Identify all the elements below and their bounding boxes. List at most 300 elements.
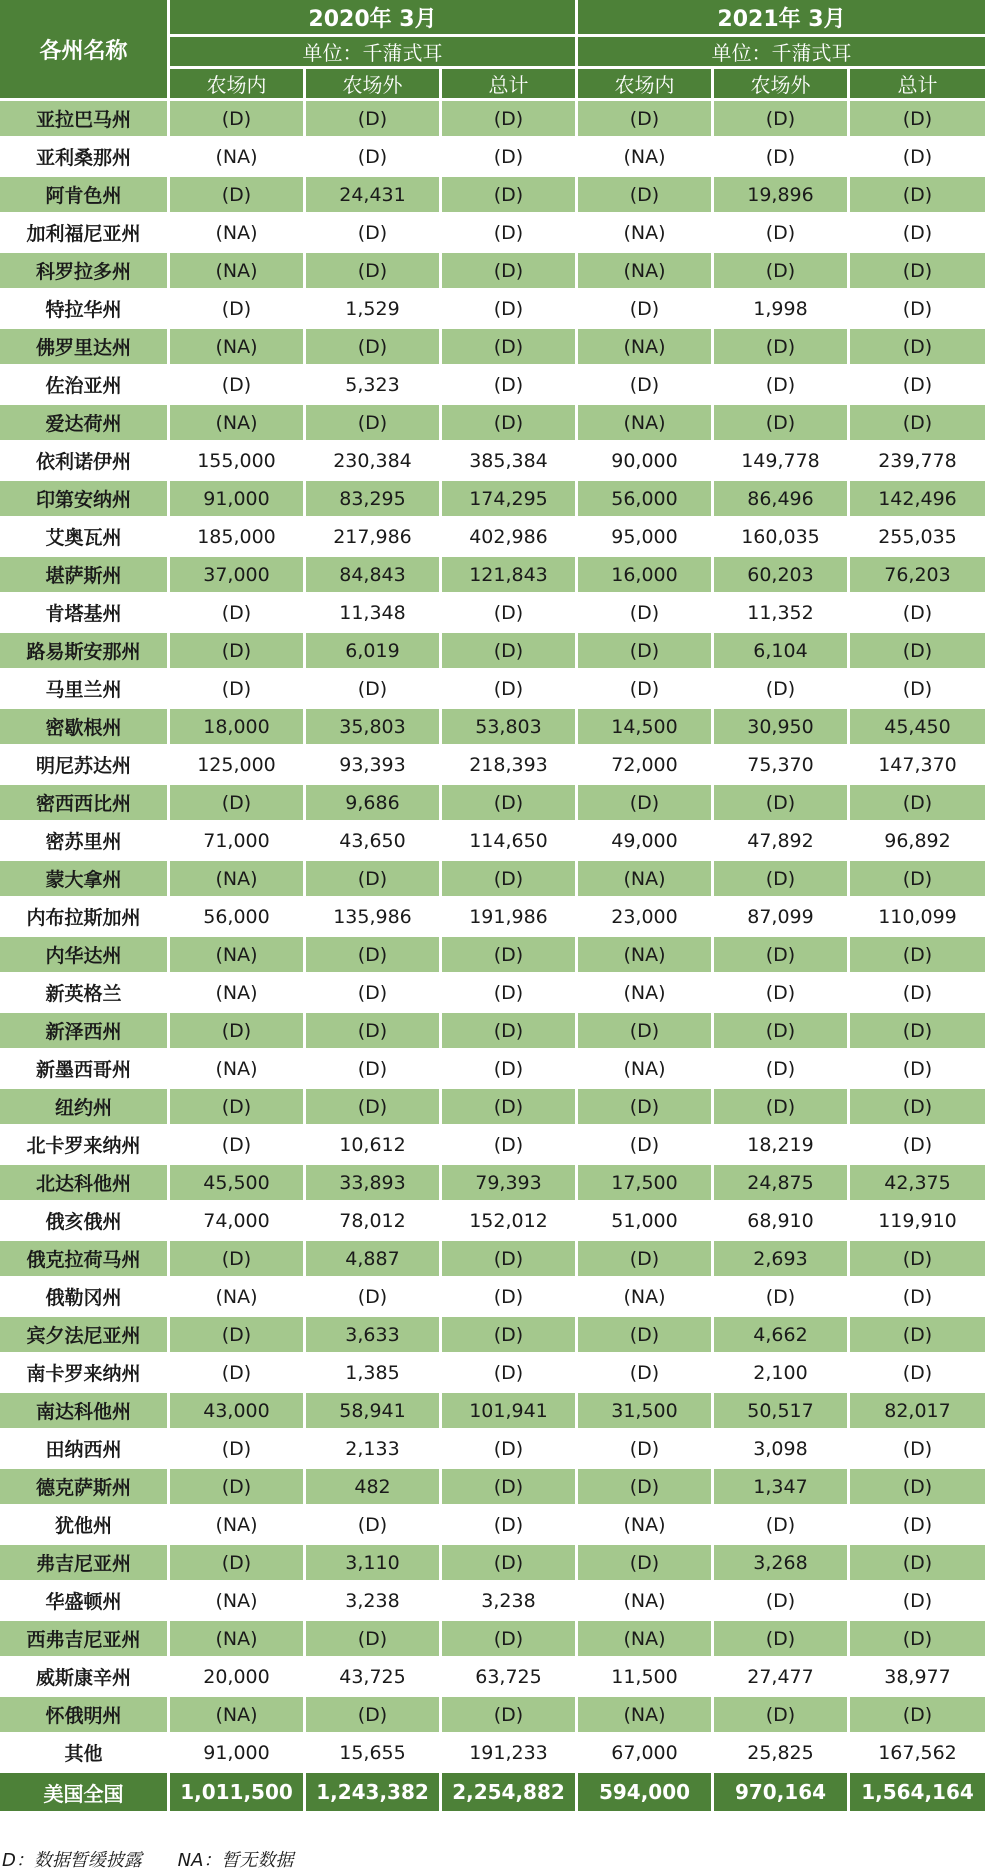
value-cell: (NA) <box>170 329 306 367</box>
value-cell: 68,910 <box>714 1203 850 1241</box>
table-row <box>0 291 988 329</box>
value-cell: (D) <box>170 1127 306 1165</box>
value-cell: 11,348 <box>306 595 442 633</box>
value-cell: (D) <box>306 861 442 899</box>
value-cell: 9,686 <box>306 785 442 823</box>
value-cell: 74,000 <box>170 1203 306 1241</box>
value-cell: (D) <box>306 937 442 975</box>
value-cell: 27,477 <box>714 1659 850 1697</box>
value-cell: 45,500 <box>170 1165 306 1203</box>
value-cell: 18,219 <box>714 1127 850 1165</box>
value-cell: 86,496 <box>714 481 850 519</box>
value-cell: 71,000 <box>170 823 306 861</box>
value-cell: (NA) <box>578 1621 714 1659</box>
value-cell: (D) <box>170 101 306 139</box>
value-cell: 95,000 <box>578 519 714 557</box>
value-cell: (D) <box>306 1621 442 1659</box>
table-row <box>0 633 988 671</box>
value-cell: (D) <box>578 1355 714 1393</box>
value-cell: (D) <box>850 785 988 823</box>
value-cell: 3,238 <box>306 1583 442 1621</box>
value-cell: (NA) <box>578 215 714 253</box>
state-name-cell: 佛罗里达州 <box>0 329 170 367</box>
value-cell: (D) <box>442 1051 578 1089</box>
year-header-2021: 2021年 3月 <box>578 0 988 37</box>
table-row <box>0 1279 988 1317</box>
value-cell: 14,500 <box>578 709 714 747</box>
table-row <box>0 1203 988 1241</box>
value-cell: 6,104 <box>714 633 850 671</box>
value-cell: (D) <box>850 253 988 291</box>
table-row <box>0 709 988 747</box>
value-cell: 82,017 <box>850 1393 988 1431</box>
value-cell: (D) <box>850 215 988 253</box>
value-cell: 11,500 <box>578 1659 714 1697</box>
value-cell: (D) <box>578 1545 714 1583</box>
value-cell: (D) <box>714 329 850 367</box>
value-cell: 2,133 <box>306 1431 442 1469</box>
table-row <box>0 139 988 177</box>
table-row <box>0 975 988 1013</box>
value-cell: (D) <box>578 1241 714 1279</box>
table-row <box>0 557 988 595</box>
value-cell: 482 <box>306 1469 442 1507</box>
value-cell: 75,370 <box>714 747 850 785</box>
value-cell: 30,950 <box>714 709 850 747</box>
state-name-cell: 密苏里州 <box>0 823 170 861</box>
value-cell: 4,662 <box>714 1317 850 1355</box>
state-name-cell: 北卡罗来纳州 <box>0 1127 170 1165</box>
value-cell: 10,612 <box>306 1127 442 1165</box>
value-cell: (D) <box>850 1507 988 1545</box>
value-cell: (D) <box>850 1089 988 1127</box>
state-name-cell: 佐治亚州 <box>0 367 170 405</box>
table-row <box>0 899 988 937</box>
value-cell: 60,203 <box>714 557 850 595</box>
value-cell: (NA) <box>578 937 714 975</box>
state-name-cell: 阿肯色州 <box>0 177 170 215</box>
value-cell: (D) <box>442 215 578 253</box>
value-cell: (D) <box>170 1013 306 1051</box>
value-cell: (D) <box>714 975 850 1013</box>
footnote <box>2 1846 323 1872</box>
table-row <box>0 1545 988 1583</box>
value-cell: (D) <box>442 139 578 177</box>
value-cell: 2,693 <box>714 1241 850 1279</box>
value-cell: (D) <box>714 367 850 405</box>
state-name-cell: 肯塔基州 <box>0 595 170 633</box>
value-cell: 230,384 <box>306 443 442 481</box>
state-name-cell: 华盛顿州 <box>0 1583 170 1621</box>
table-row <box>0 1507 988 1545</box>
value-cell: 218,393 <box>442 747 578 785</box>
table-row <box>0 785 988 823</box>
value-cell: (D) <box>442 1431 578 1469</box>
value-cell: (D) <box>850 671 988 709</box>
state-name-cell: 艾奥瓦州 <box>0 519 170 557</box>
subcol-off-farm-2021: 农场外 <box>714 69 850 101</box>
value-cell: (D) <box>306 329 442 367</box>
value-cell: (D) <box>442 1317 578 1355</box>
state-name-cell: 德克萨斯州 <box>0 1469 170 1507</box>
table-row <box>0 1621 988 1659</box>
value-cell: 91,000 <box>170 481 306 519</box>
value-cell: (D) <box>170 671 306 709</box>
value-cell: (D) <box>578 595 714 633</box>
value-cell: 155,000 <box>170 443 306 481</box>
value-cell: (D) <box>442 405 578 443</box>
value-cell: 3,110 <box>306 1545 442 1583</box>
value-cell: 20,000 <box>170 1659 306 1697</box>
value-cell: (D) <box>442 1355 578 1393</box>
value-cell: (NA) <box>170 1697 306 1735</box>
value-cell: (D) <box>850 1697 988 1735</box>
state-name-cell: 新墨西哥州 <box>0 1051 170 1089</box>
value-cell: (D) <box>442 291 578 329</box>
table-row <box>0 1355 988 1393</box>
value-cell: (D) <box>850 1013 988 1051</box>
table-row <box>0 1127 988 1165</box>
value-cell: 119,910 <box>850 1203 988 1241</box>
value-cell: 43,650 <box>306 823 442 861</box>
value-cell: (D) <box>306 671 442 709</box>
value-cell: (D) <box>306 1013 442 1051</box>
value-cell: 78,012 <box>306 1203 442 1241</box>
value-cell: 23,000 <box>578 899 714 937</box>
value-cell: 43,000 <box>170 1393 306 1431</box>
value-cell: 90,000 <box>578 443 714 481</box>
value-cell: (D) <box>442 1089 578 1127</box>
value-cell: 42,375 <box>850 1165 988 1203</box>
state-name-cell: 亚拉巴马州 <box>0 101 170 139</box>
table-row <box>0 519 988 557</box>
value-cell: (D) <box>578 1431 714 1469</box>
value-cell: (D) <box>578 785 714 823</box>
value-cell: (D) <box>850 633 988 671</box>
state-name-cell: 俄亥俄州 <box>0 1203 170 1241</box>
value-cell: (D) <box>850 595 988 633</box>
value-cell: 3,238 <box>442 1583 578 1621</box>
value-cell: (D) <box>578 1013 714 1051</box>
state-name-cell: 密西西比州 <box>0 785 170 823</box>
value-cell: (NA) <box>170 1583 306 1621</box>
table-row <box>0 1317 988 1355</box>
value-cell: (NA) <box>170 1279 306 1317</box>
value-cell: 93,393 <box>306 747 442 785</box>
value-cell: (D) <box>442 595 578 633</box>
value-cell: (D) <box>442 101 578 139</box>
value-cell: 191,233 <box>442 1735 578 1773</box>
table-row <box>0 937 988 975</box>
value-cell: (NA) <box>578 253 714 291</box>
value-cell: (D) <box>442 1279 578 1317</box>
year-header-2020: 2020年 3月 <box>170 0 578 37</box>
value-cell: (D) <box>442 785 578 823</box>
state-name-cell: 明尼苏达州 <box>0 747 170 785</box>
table-row <box>0 481 988 519</box>
value-cell: 16,000 <box>578 557 714 595</box>
value-cell: 38,977 <box>850 1659 988 1697</box>
table-row <box>0 443 988 481</box>
value-cell: 1,385 <box>306 1355 442 1393</box>
value-cell: (NA) <box>578 1507 714 1545</box>
value-cell: 56,000 <box>170 899 306 937</box>
value-cell: (D) <box>306 139 442 177</box>
subcol-on-farm-2020: 农场内 <box>170 69 306 101</box>
value-cell: 5,323 <box>306 367 442 405</box>
table-row <box>0 1659 988 1697</box>
table-row <box>0 595 988 633</box>
value-cell: 19,896 <box>714 177 850 215</box>
table-row <box>0 1013 988 1051</box>
value-cell: 37,000 <box>170 557 306 595</box>
value-cell: 167,562 <box>850 1735 988 1773</box>
value-cell: (D) <box>170 177 306 215</box>
value-cell: 152,012 <box>442 1203 578 1241</box>
value-cell: (D) <box>306 405 442 443</box>
table-row <box>0 1735 988 1773</box>
value-cell: (D) <box>850 1545 988 1583</box>
value-cell: (D) <box>442 1241 578 1279</box>
unit-label-2020: 单位：千蒲式耳 <box>170 37 578 69</box>
value-cell: (D) <box>714 1013 850 1051</box>
table-row <box>0 1051 988 1089</box>
state-column-header: 各州名称 <box>0 0 170 101</box>
value-cell: (D) <box>850 1317 988 1355</box>
state-name-cell: 俄克拉荷马州 <box>0 1241 170 1279</box>
value-cell: (D) <box>170 595 306 633</box>
value-cell: 255,035 <box>850 519 988 557</box>
value-cell: (NA) <box>170 937 306 975</box>
value-cell: 121,843 <box>442 557 578 595</box>
value-cell: (D) <box>578 671 714 709</box>
value-cell: (NA) <box>170 215 306 253</box>
value-cell: 217,986 <box>306 519 442 557</box>
state-name-cell: 亚利桑那州 <box>0 139 170 177</box>
value-cell: 49,000 <box>578 823 714 861</box>
value-cell: (D) <box>306 1089 442 1127</box>
table-row <box>0 253 988 291</box>
state-name-cell: 马里兰州 <box>0 671 170 709</box>
value-cell: 96,892 <box>850 823 988 861</box>
table-row <box>0 215 988 253</box>
state-name-cell: 爱达荷州 <box>0 405 170 443</box>
header-row-years <box>0 0 988 37</box>
state-name-cell: 路易斯安那州 <box>0 633 170 671</box>
value-cell: (D) <box>850 1469 988 1507</box>
value-cell: 83,295 <box>306 481 442 519</box>
value-cell: (D) <box>714 1279 850 1317</box>
value-cell: (D) <box>442 329 578 367</box>
value-cell: (D) <box>850 1241 988 1279</box>
value-cell: (D) <box>578 1127 714 1165</box>
state-name-cell: 特拉华州 <box>0 291 170 329</box>
state-name-cell: 科罗拉多州 <box>0 253 170 291</box>
value-cell: 239,778 <box>850 443 988 481</box>
value-cell: 51,000 <box>578 1203 714 1241</box>
value-cell: (NA) <box>170 405 306 443</box>
table-row <box>0 101 988 139</box>
state-name-cell: 田纳西州 <box>0 1431 170 1469</box>
state-name-cell: 南卡罗来纳州 <box>0 1355 170 1393</box>
table-row <box>0 405 988 443</box>
value-cell: 2,100 <box>714 1355 850 1393</box>
table-row <box>0 1697 988 1735</box>
value-cell: (D) <box>850 1621 988 1659</box>
value-cell: (D) <box>850 367 988 405</box>
value-cell: (NA) <box>578 975 714 1013</box>
value-cell: (D) <box>442 1469 578 1507</box>
table-row <box>0 329 988 367</box>
value-cell: 33,893 <box>306 1165 442 1203</box>
value-cell: 11,352 <box>714 595 850 633</box>
value-cell: (D) <box>170 1241 306 1279</box>
value-cell: 31,500 <box>578 1393 714 1431</box>
value-cell: (D) <box>850 1355 988 1393</box>
state-name-cell: 威斯康辛州 <box>0 1659 170 1697</box>
value-cell: (D) <box>850 177 988 215</box>
value-cell: (D) <box>714 405 850 443</box>
value-cell: (D) <box>170 633 306 671</box>
value-cell: 76,203 <box>850 557 988 595</box>
value-cell: (NA) <box>170 861 306 899</box>
total-cell: 1,564,164 <box>850 1773 988 1814</box>
value-cell: (D) <box>442 177 578 215</box>
value-cell: (D) <box>170 1469 306 1507</box>
subcol-off-farm-2020: 农场外 <box>306 69 442 101</box>
value-cell: (D) <box>578 177 714 215</box>
value-cell: (D) <box>578 1089 714 1127</box>
value-cell: 3,098 <box>714 1431 850 1469</box>
value-cell: (D) <box>442 671 578 709</box>
value-cell: 402,986 <box>442 519 578 557</box>
total-row-label: 美国全国 <box>0 1773 170 1814</box>
state-name-cell: 加利福尼亚州 <box>0 215 170 253</box>
value-cell: 185,000 <box>170 519 306 557</box>
value-cell: (NA) <box>578 139 714 177</box>
value-cell: (D) <box>170 785 306 823</box>
value-cell: (D) <box>442 937 578 975</box>
value-cell: (D) <box>442 633 578 671</box>
table-body <box>0 101 988 1773</box>
value-cell: (NA) <box>578 1279 714 1317</box>
value-cell: (D) <box>306 975 442 1013</box>
subcol-total-2021: 总计 <box>850 69 988 101</box>
value-cell: 43,725 <box>306 1659 442 1697</box>
footnote-na: NA：暂无数据 <box>177 1850 294 1871</box>
value-cell: (D) <box>850 139 988 177</box>
table-row <box>0 367 988 405</box>
value-cell: (D) <box>714 215 850 253</box>
state-name-cell: 北达科他州 <box>0 1165 170 1203</box>
value-cell: 1,998 <box>714 291 850 329</box>
state-name-cell: 新泽西州 <box>0 1013 170 1051</box>
value-cell: 67,000 <box>578 1735 714 1773</box>
table-row <box>0 1165 988 1203</box>
value-cell: 114,650 <box>442 823 578 861</box>
value-cell: (D) <box>850 101 988 139</box>
state-name-cell: 南达科他州 <box>0 1393 170 1431</box>
value-cell: (D) <box>442 975 578 1013</box>
value-cell: (NA) <box>170 1507 306 1545</box>
state-name-cell: 堪萨斯州 <box>0 557 170 595</box>
value-cell: (D) <box>442 1697 578 1735</box>
state-name-cell: 内布拉斯加州 <box>0 899 170 937</box>
state-name-cell: 新英格兰 <box>0 975 170 1013</box>
total-row <box>0 1773 988 1814</box>
value-cell: (D) <box>442 1013 578 1051</box>
value-cell: 18,000 <box>170 709 306 747</box>
value-cell: (D) <box>306 1051 442 1089</box>
value-cell: (D) <box>850 975 988 1013</box>
value-cell: 17,500 <box>578 1165 714 1203</box>
value-cell: (D) <box>714 937 850 975</box>
state-name-cell: 依利诺伊州 <box>0 443 170 481</box>
value-cell: 84,843 <box>306 557 442 595</box>
footnote-d: D：数据暂缓披露 <box>2 1850 142 1871</box>
value-cell: 53,803 <box>442 709 578 747</box>
value-cell: (D) <box>850 937 988 975</box>
table-row <box>0 1241 988 1279</box>
value-cell: (D) <box>714 1583 850 1621</box>
value-cell: (D) <box>170 291 306 329</box>
state-name-cell: 俄勒冈州 <box>0 1279 170 1317</box>
value-cell: (D) <box>714 253 850 291</box>
value-cell: (D) <box>714 1507 850 1545</box>
value-cell: (D) <box>578 367 714 405</box>
value-cell: (D) <box>578 1317 714 1355</box>
value-cell: 58,941 <box>306 1393 442 1431</box>
value-cell: (D) <box>578 101 714 139</box>
value-cell: (NA) <box>170 1621 306 1659</box>
value-cell: (D) <box>714 861 850 899</box>
value-cell: 45,450 <box>850 709 988 747</box>
value-cell: (D) <box>578 291 714 329</box>
unit-label-2021: 单位：千蒲式耳 <box>578 37 988 69</box>
value-cell: (D) <box>442 1127 578 1165</box>
value-cell: 6,019 <box>306 633 442 671</box>
value-cell: (D) <box>306 253 442 291</box>
value-cell: (D) <box>170 1089 306 1127</box>
state-name-cell: 蒙大拿州 <box>0 861 170 899</box>
value-cell: 125,000 <box>170 747 306 785</box>
value-cell: (D) <box>306 215 442 253</box>
value-cell: 47,892 <box>714 823 850 861</box>
value-cell: (D) <box>850 1583 988 1621</box>
value-cell: 79,393 <box>442 1165 578 1203</box>
value-cell: (D) <box>714 785 850 823</box>
value-cell: (D) <box>714 101 850 139</box>
value-cell: 72,000 <box>578 747 714 785</box>
value-cell: (D) <box>442 1621 578 1659</box>
value-cell: 149,778 <box>714 443 850 481</box>
value-cell: (NA) <box>578 861 714 899</box>
value-cell: (D) <box>306 1697 442 1735</box>
value-cell: 142,496 <box>850 481 988 519</box>
value-cell: (D) <box>850 1279 988 1317</box>
value-cell: (D) <box>714 139 850 177</box>
value-cell: (D) <box>714 671 850 709</box>
value-cell: (D) <box>850 291 988 329</box>
value-cell: (NA) <box>578 405 714 443</box>
value-cell: 385,384 <box>442 443 578 481</box>
value-cell: 147,370 <box>850 747 988 785</box>
value-cell: (D) <box>714 1697 850 1735</box>
value-cell: 50,517 <box>714 1393 850 1431</box>
value-cell: 4,887 <box>306 1241 442 1279</box>
value-cell: (D) <box>442 1545 578 1583</box>
value-cell: (NA) <box>170 975 306 1013</box>
